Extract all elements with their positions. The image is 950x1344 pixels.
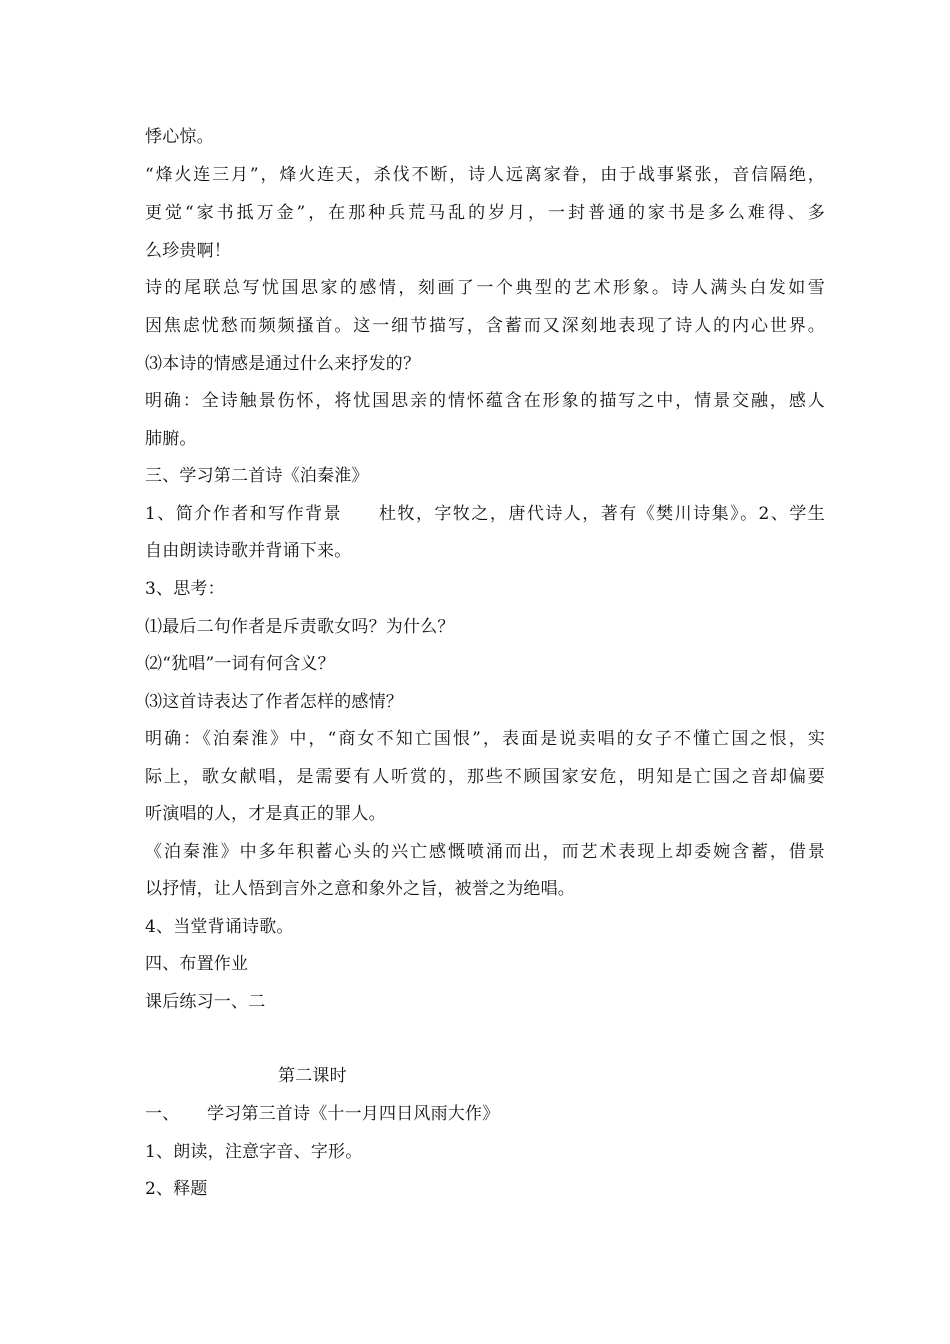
text-line: 明确：全诗触景伤怀，将忧国思亲的情怀蕴含在形象的描写之中，情景交融，感人 <box>145 391 825 411</box>
text-line: 么珍贵啊！ <box>145 241 231 261</box>
text-line: 听演唱的人，才是真正的罪人。 <box>145 804 386 824</box>
section-heading: 三、学习第二首诗《泊秦淮》 <box>145 466 369 486</box>
text-line: 明确：《泊秦淮》中，“商女不知亡国恨”，表面是说卖唱的女子不懂亡国之恨，实 <box>145 729 825 749</box>
text-line: 2、释题 <box>145 1179 208 1199</box>
text-line: 肺腑。 <box>145 429 197 449</box>
text-line: 诗的尾联总写忧国思家的感情，刻画了一个典型的艺术形象。诗人满头白发如雪 <box>145 278 825 298</box>
text-line: 4、当堂背诵诗歌。 <box>145 917 294 937</box>
text-line: 更觉“家书抵万金”，在那种兵荒马乱的岁月，一封普通的家书是多么难得、多 <box>145 203 825 223</box>
question-line: ⑵“犹唱”一词有何含义？ <box>145 654 335 674</box>
text-line: ⑶本诗的情感是通过什么来抒发的？ <box>145 354 421 374</box>
text-line: 1、朗读，注意字音、字形。 <box>145 1142 363 1162</box>
text-line: 以抒情，让人悟到言外之意和象外之旨，被誉之为绝唱。 <box>145 879 575 899</box>
text-line: 课后练习一、二 <box>145 992 266 1012</box>
section-heading <box>145 1103 825 1125</box>
lesson-title: 第二课时 <box>278 1066 347 1086</box>
text-line: 1、简介作者和写作背景 杜牧，字牧之，唐代诗人，著有《樊川诗集》。2、学生 <box>145 504 825 524</box>
text-line: 自由朗读诗歌并背诵下来。 <box>145 541 352 561</box>
section-number: 一、 <box>145 1104 180 1124</box>
section-heading: 四、布置作业 <box>145 954 249 974</box>
text-line: 《泊秦淮》中多年积蓄心头的兴亡感慨喷涌而出，而艺术表现上却委婉含蓄，借景 <box>145 842 825 862</box>
text-line: 3、思考： <box>145 579 225 599</box>
text-line: “烽火连三月”，烽火连天，杀伐不断，诗人远离家眷，由于战事紧张，音信隔绝， <box>145 165 825 185</box>
section-title: 学习第三首诗《十一月四日风雨大作》 <box>207 1104 500 1124</box>
text-line: 际上，歌女献唱，是需要有人听赏的，那些不顾国家安危，明知是亡国之音却偏要 <box>145 767 825 787</box>
question-line: ⑴最后二句作者是斥责歌女吗？为什么？ <box>145 617 455 637</box>
text-line: 悸心惊。 <box>145 127 214 147</box>
question-line: ⑶这首诗表达了作者怎样的感情？ <box>145 692 403 712</box>
text-line: 因焦虑忧愁而频频搔首。这一细节描写，含蓄而又深刻地表现了诗人的内心世界。 <box>145 316 825 336</box>
